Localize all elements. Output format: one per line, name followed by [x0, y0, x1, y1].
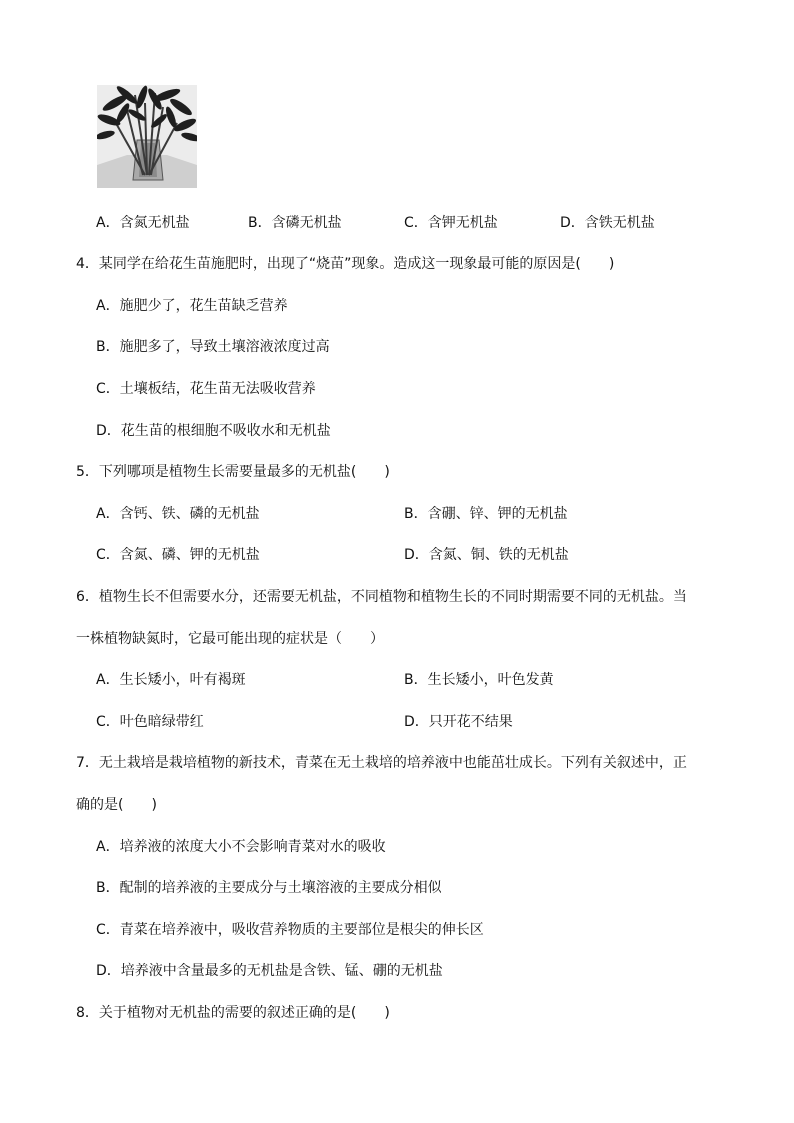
- q7-option-b: B．配制的培养液的主要成分与土壤溶液的主要成分相似: [96, 880, 442, 896]
- plant-photo: [97, 85, 197, 188]
- q6-option-d: D．只开花不结果: [404, 714, 513, 730]
- q3-option-c: C．含钾无机盐: [404, 215, 498, 231]
- q7-option-c: C．青菜在培养液中，吸收营养物质的主要部位是根尖的伸长区: [96, 922, 484, 938]
- q4-stem: 4．某同学在给花生苗施肥时，出现了“烧苗”现象。造成这一现象最可能的原因是( ): [76, 256, 615, 272]
- q6-stem-line2: 一株植物缺氮时，它最可能出现的症状是（ ）: [76, 631, 384, 647]
- q7-option-a: A．培养液的浓度大小不会影响青菜对水的吸收: [96, 839, 386, 855]
- q3-option-b: B．含磷无机盐: [248, 215, 342, 231]
- q5-option-c: C．含氮、磷、钾的无机盐: [96, 547, 260, 563]
- q7-stem-line2: 确的是( ): [76, 797, 157, 813]
- q8-stem: 8．关于植物对无机盐的需要的叙述正确的是( ): [76, 1005, 390, 1021]
- q6-option-a: A．生长矮小，叶有褐斑: [96, 672, 246, 688]
- q5-option-a: A．含钙、铁、磷的无机盐: [96, 506, 260, 522]
- bamboo-plant-image: [97, 85, 197, 188]
- q6-option-c: C．叶色暗绿带红: [96, 714, 204, 730]
- q4-option-b: B．施肥多了，导致土壤溶液浓度过高: [96, 339, 330, 355]
- q6-stem-line1: 6．植物生长不但需要水分，还需要无机盐，不同植物和植物生长的不同时期需要不同的无机盐。当: [76, 589, 687, 605]
- q4-option-c: C．土壤板结，花生苗无法吸收营养: [96, 381, 316, 397]
- q7-stem-line1: 7．无土栽培是栽培植物的新技术，青菜在无土栽培的培养液中也能茁壮成长。下列有关叙述中，正: [76, 755, 687, 771]
- q3-option-d: D．含铁无机盐: [560, 215, 655, 231]
- q6-option-b: B．生长矮小，叶色发黄: [404, 672, 554, 688]
- q4-option-a: A．施肥少了，花生苗缺乏营养: [96, 298, 288, 314]
- q5-option-d: D．含氮、铜、铁的无机盐: [404, 547, 569, 563]
- q4-option-d: D．花生苗的根细胞不吸收水和无机盐: [96, 423, 331, 439]
- q5-option-b: B．含硼、锌、钾的无机盐: [404, 506, 568, 522]
- q7-option-d: D．培养液中含量最多的无机盐是含铁、锰、硼的无机盐: [96, 963, 443, 979]
- q3-option-a: A．含氮无机盐: [96, 215, 190, 231]
- q5-stem: 5．下列哪项是植物生长需要量最多的无机盐( ): [76, 464, 390, 480]
